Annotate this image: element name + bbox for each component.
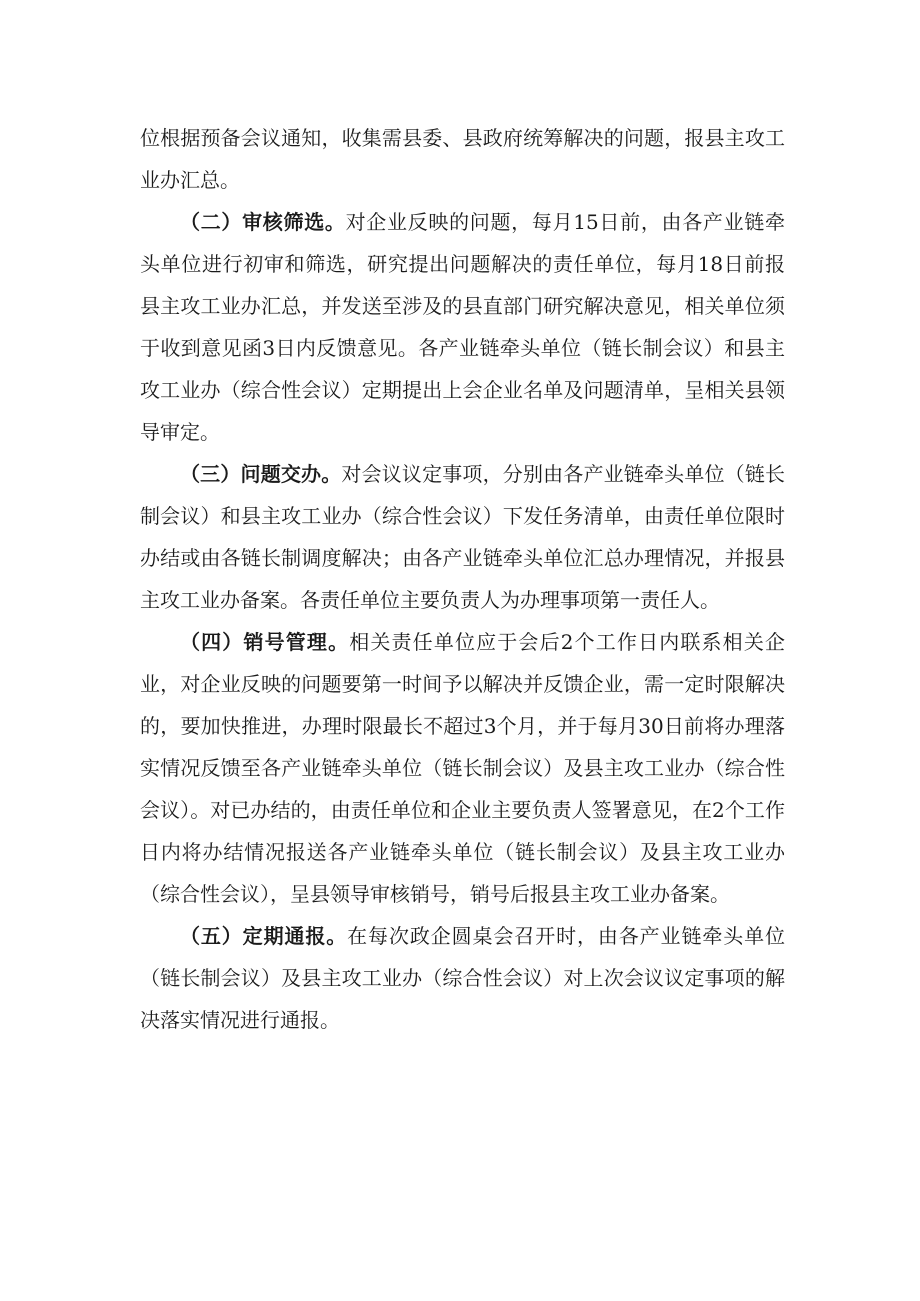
paragraph-issue-assignment xyxy=(140,453,785,621)
section-heading: （三）问题交办。 xyxy=(180,462,342,486)
section-heading: （四）销号管理。 xyxy=(180,630,350,654)
paragraph-text: 相关责任单位应于会后2个工作日内联系相关企业，对企业反映的问题要第一时间予以解决并反馈企业，需一定时限解决的，要加快推进，办理时限最长不超过3个月，并于每月30日前将办理落实情况反馈至各产业链牵头单位（链长制会议）及县主攻工业办（综合性会议）。对已办结的，由责任单位和企业主要负责人签署意见，在2个工作日内将办结情况报送各产业链牵头单位（链长制会议）及县主攻工业办（综合性会议），呈县领导审核销号，销号后报县主攻工业办备案。 xyxy=(140,630,785,906)
paragraph-review-screening xyxy=(140,201,785,453)
paragraph-text: 位根据预备会议通知，收集需县委、县政府统筹解决的问题，报县主攻工业办汇总。 xyxy=(140,126,785,192)
paragraph-text: 对企业反映的问题，每月15日前，由各产业链牵头单位进行初审和筛选，研究提出问题解决的责任单位，每月18日前报县主攻工业办汇总，并发送至涉及的县直部门研究解决意见，相关单位须于收到意见函3日内反馈意见。各产业链牵头单位（链长制会议）和县主攻工业办（综合性会议）定期提出上会企业名单及问题清单，呈相关县领导审定。 xyxy=(140,210,786,444)
paragraph-continued xyxy=(140,117,785,201)
document-body xyxy=(140,117,785,1041)
paragraph-text: 在每次政企圆桌会召开时，由各产业链牵头单位（链长制会议）及县主攻工业办（综合性会议）对上次会议议定事项的解决落实情况进行通报。 xyxy=(140,924,786,1032)
section-heading: （二）审核筛选。 xyxy=(180,210,346,234)
paragraph-closure-management xyxy=(140,621,785,915)
paragraph-text: 对会议议定事项，分别由各产业链牵头单位（链长制会议）和县主攻工业办（综合性会议）下发任务清单，由责任单位限时办结或由各链长制调度解决；由各产业链牵头单位汇总办理情况，并报县主攻工业办备案。各责任单位主要负责人为办理事项第一责任人。 xyxy=(140,462,786,612)
section-heading: （五）定期通报。 xyxy=(180,924,348,948)
paragraph-regular-report xyxy=(140,915,785,1041)
